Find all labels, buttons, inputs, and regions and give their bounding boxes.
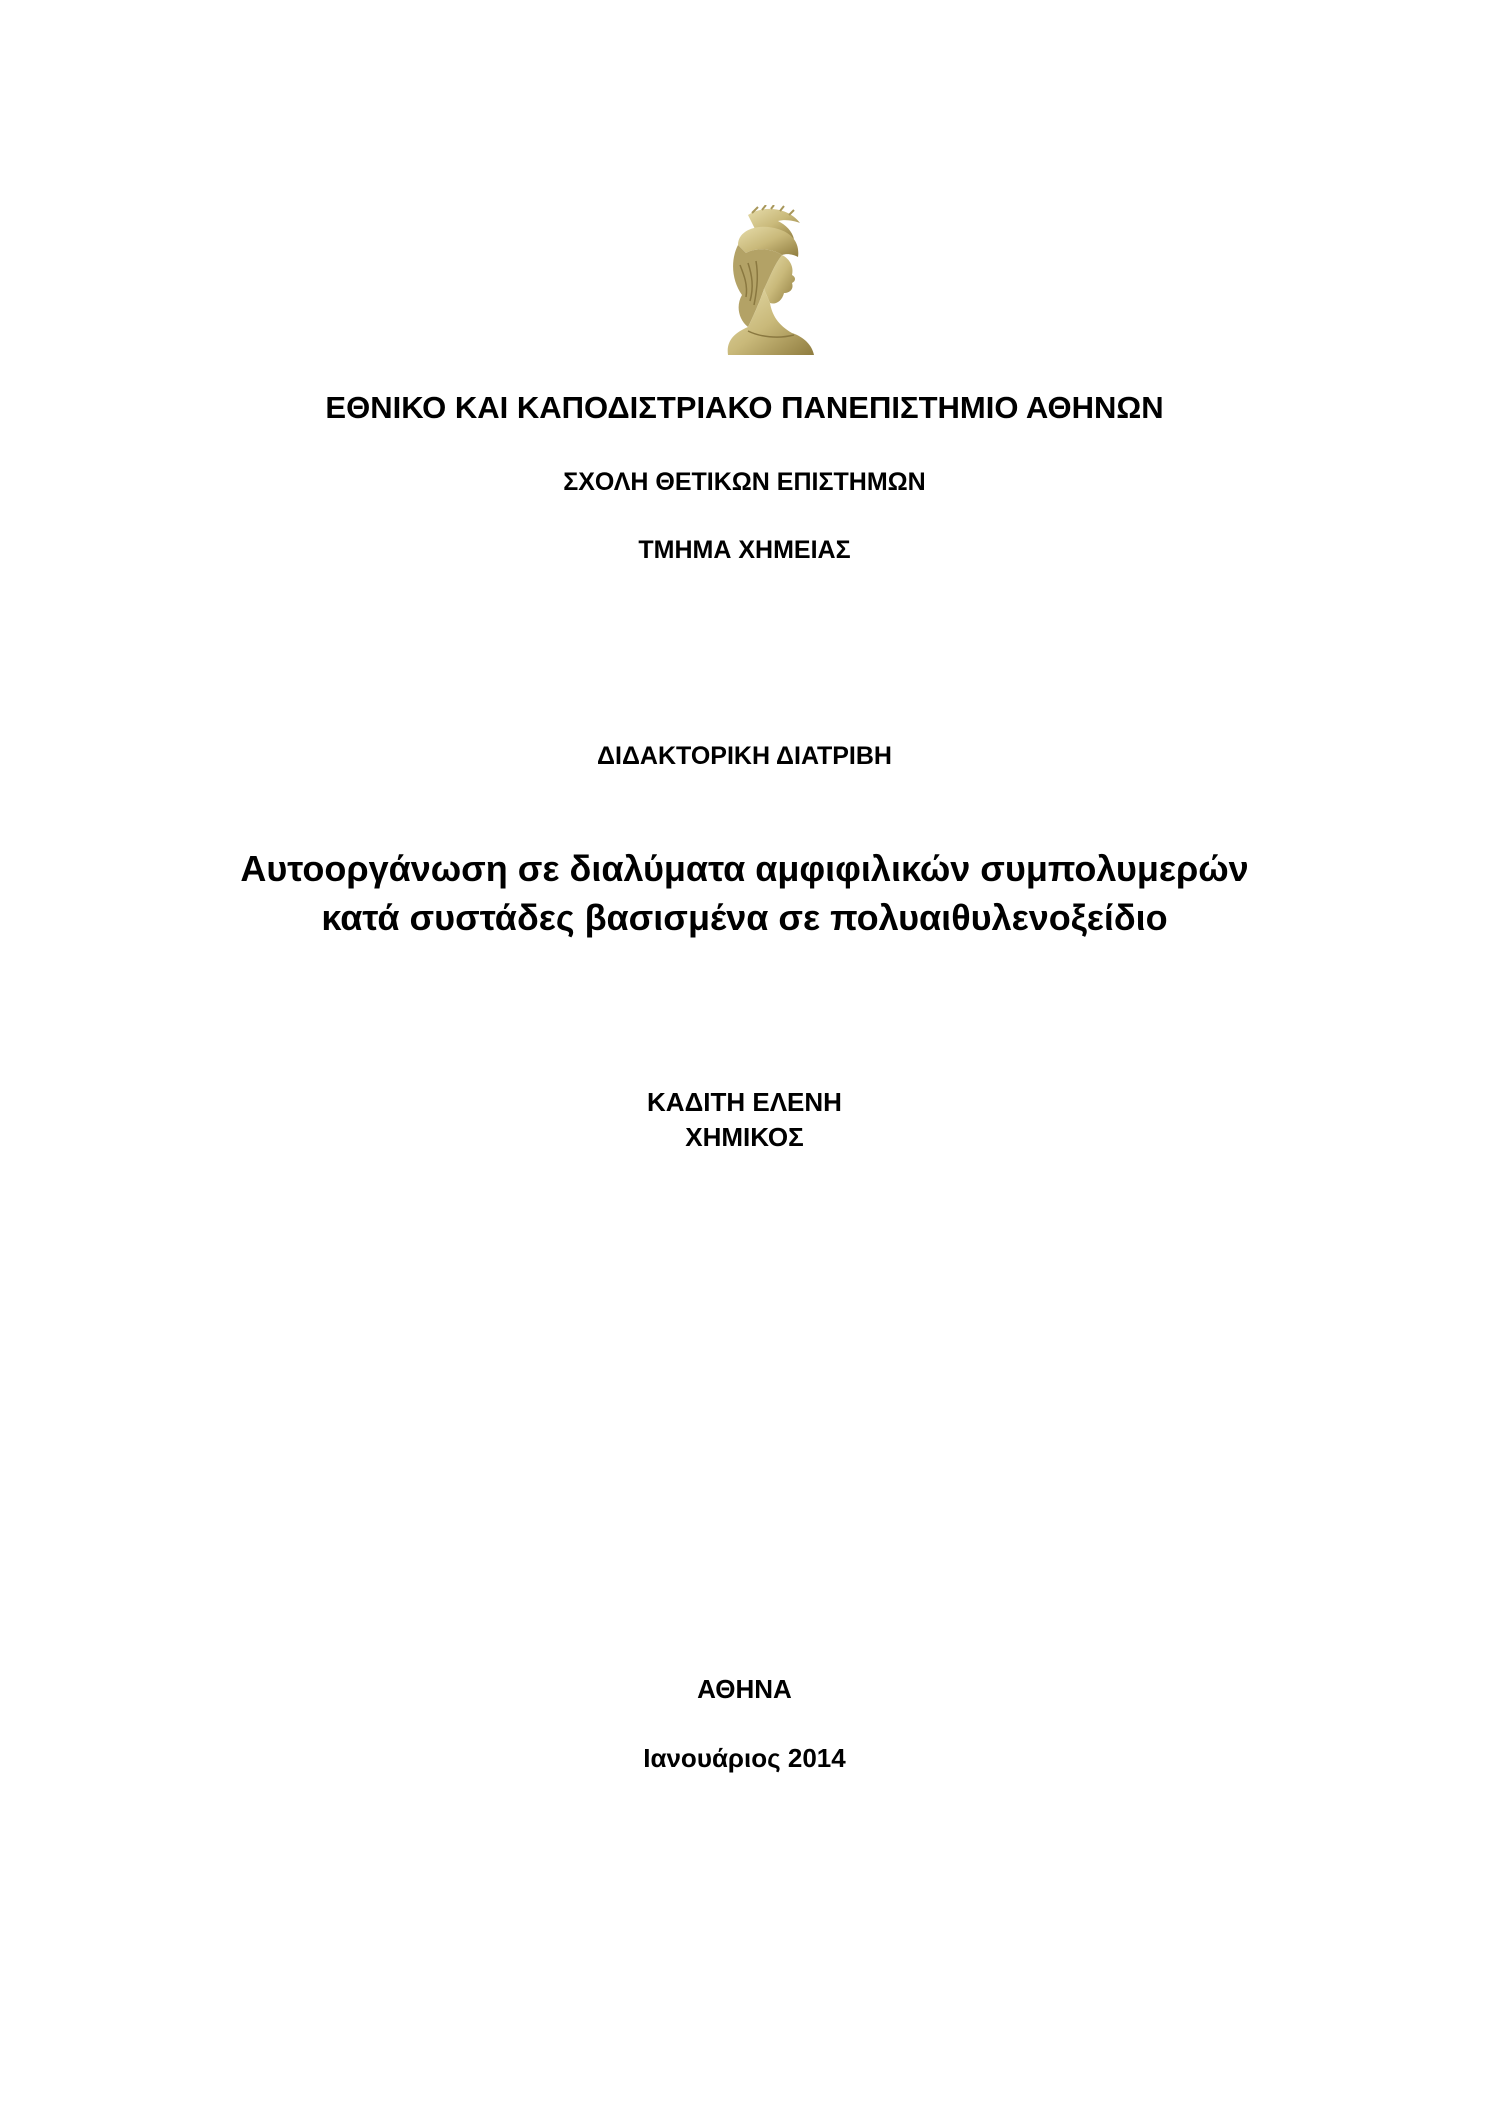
university-name: ΕΘΝΙΚΟ ΚΑΙ ΚΑΠΟΔΙΣΤΡΙΑΚΟ ΠΑΝΕΠΙΣΤΗΜΙΟ ΑΘΗΝΩΝ: [325, 390, 1164, 425]
city: ΑΘΗΝΑ: [697, 1674, 792, 1704]
athena-head-emblem-icon: [708, 205, 818, 355]
thesis-title-line-1: Αυτοοργάνωση σε διαλύματα αμφιφιλικών συμπολυμερών: [240, 848, 1249, 889]
author-name: ΚΑΔΙΤΗ ΕΛΕΝΗ: [647, 1087, 842, 1117]
document-type: ΔΙΔΑΚΤΟΡΙΚΗ ΔΙΑΤΡΙΒΗ: [597, 742, 892, 770]
author-profession: ΧΗΜΙΚΟΣ: [685, 1122, 804, 1152]
school-name: ΣΧΟΛΗ ΘΕΤΙΚΩΝ ΕΠΙΣΤΗΜΩΝ: [563, 468, 926, 496]
publication-date: Ιανουάριος 2014: [643, 1743, 846, 1773]
thesis-title-line-2: κατά συστάδες βασισμένα σε πολυαιθυλενοξείδιο: [321, 897, 1168, 938]
department-name: ΤΜΗΜΑ ΧΗΜΕΙΑΣ: [638, 536, 851, 564]
